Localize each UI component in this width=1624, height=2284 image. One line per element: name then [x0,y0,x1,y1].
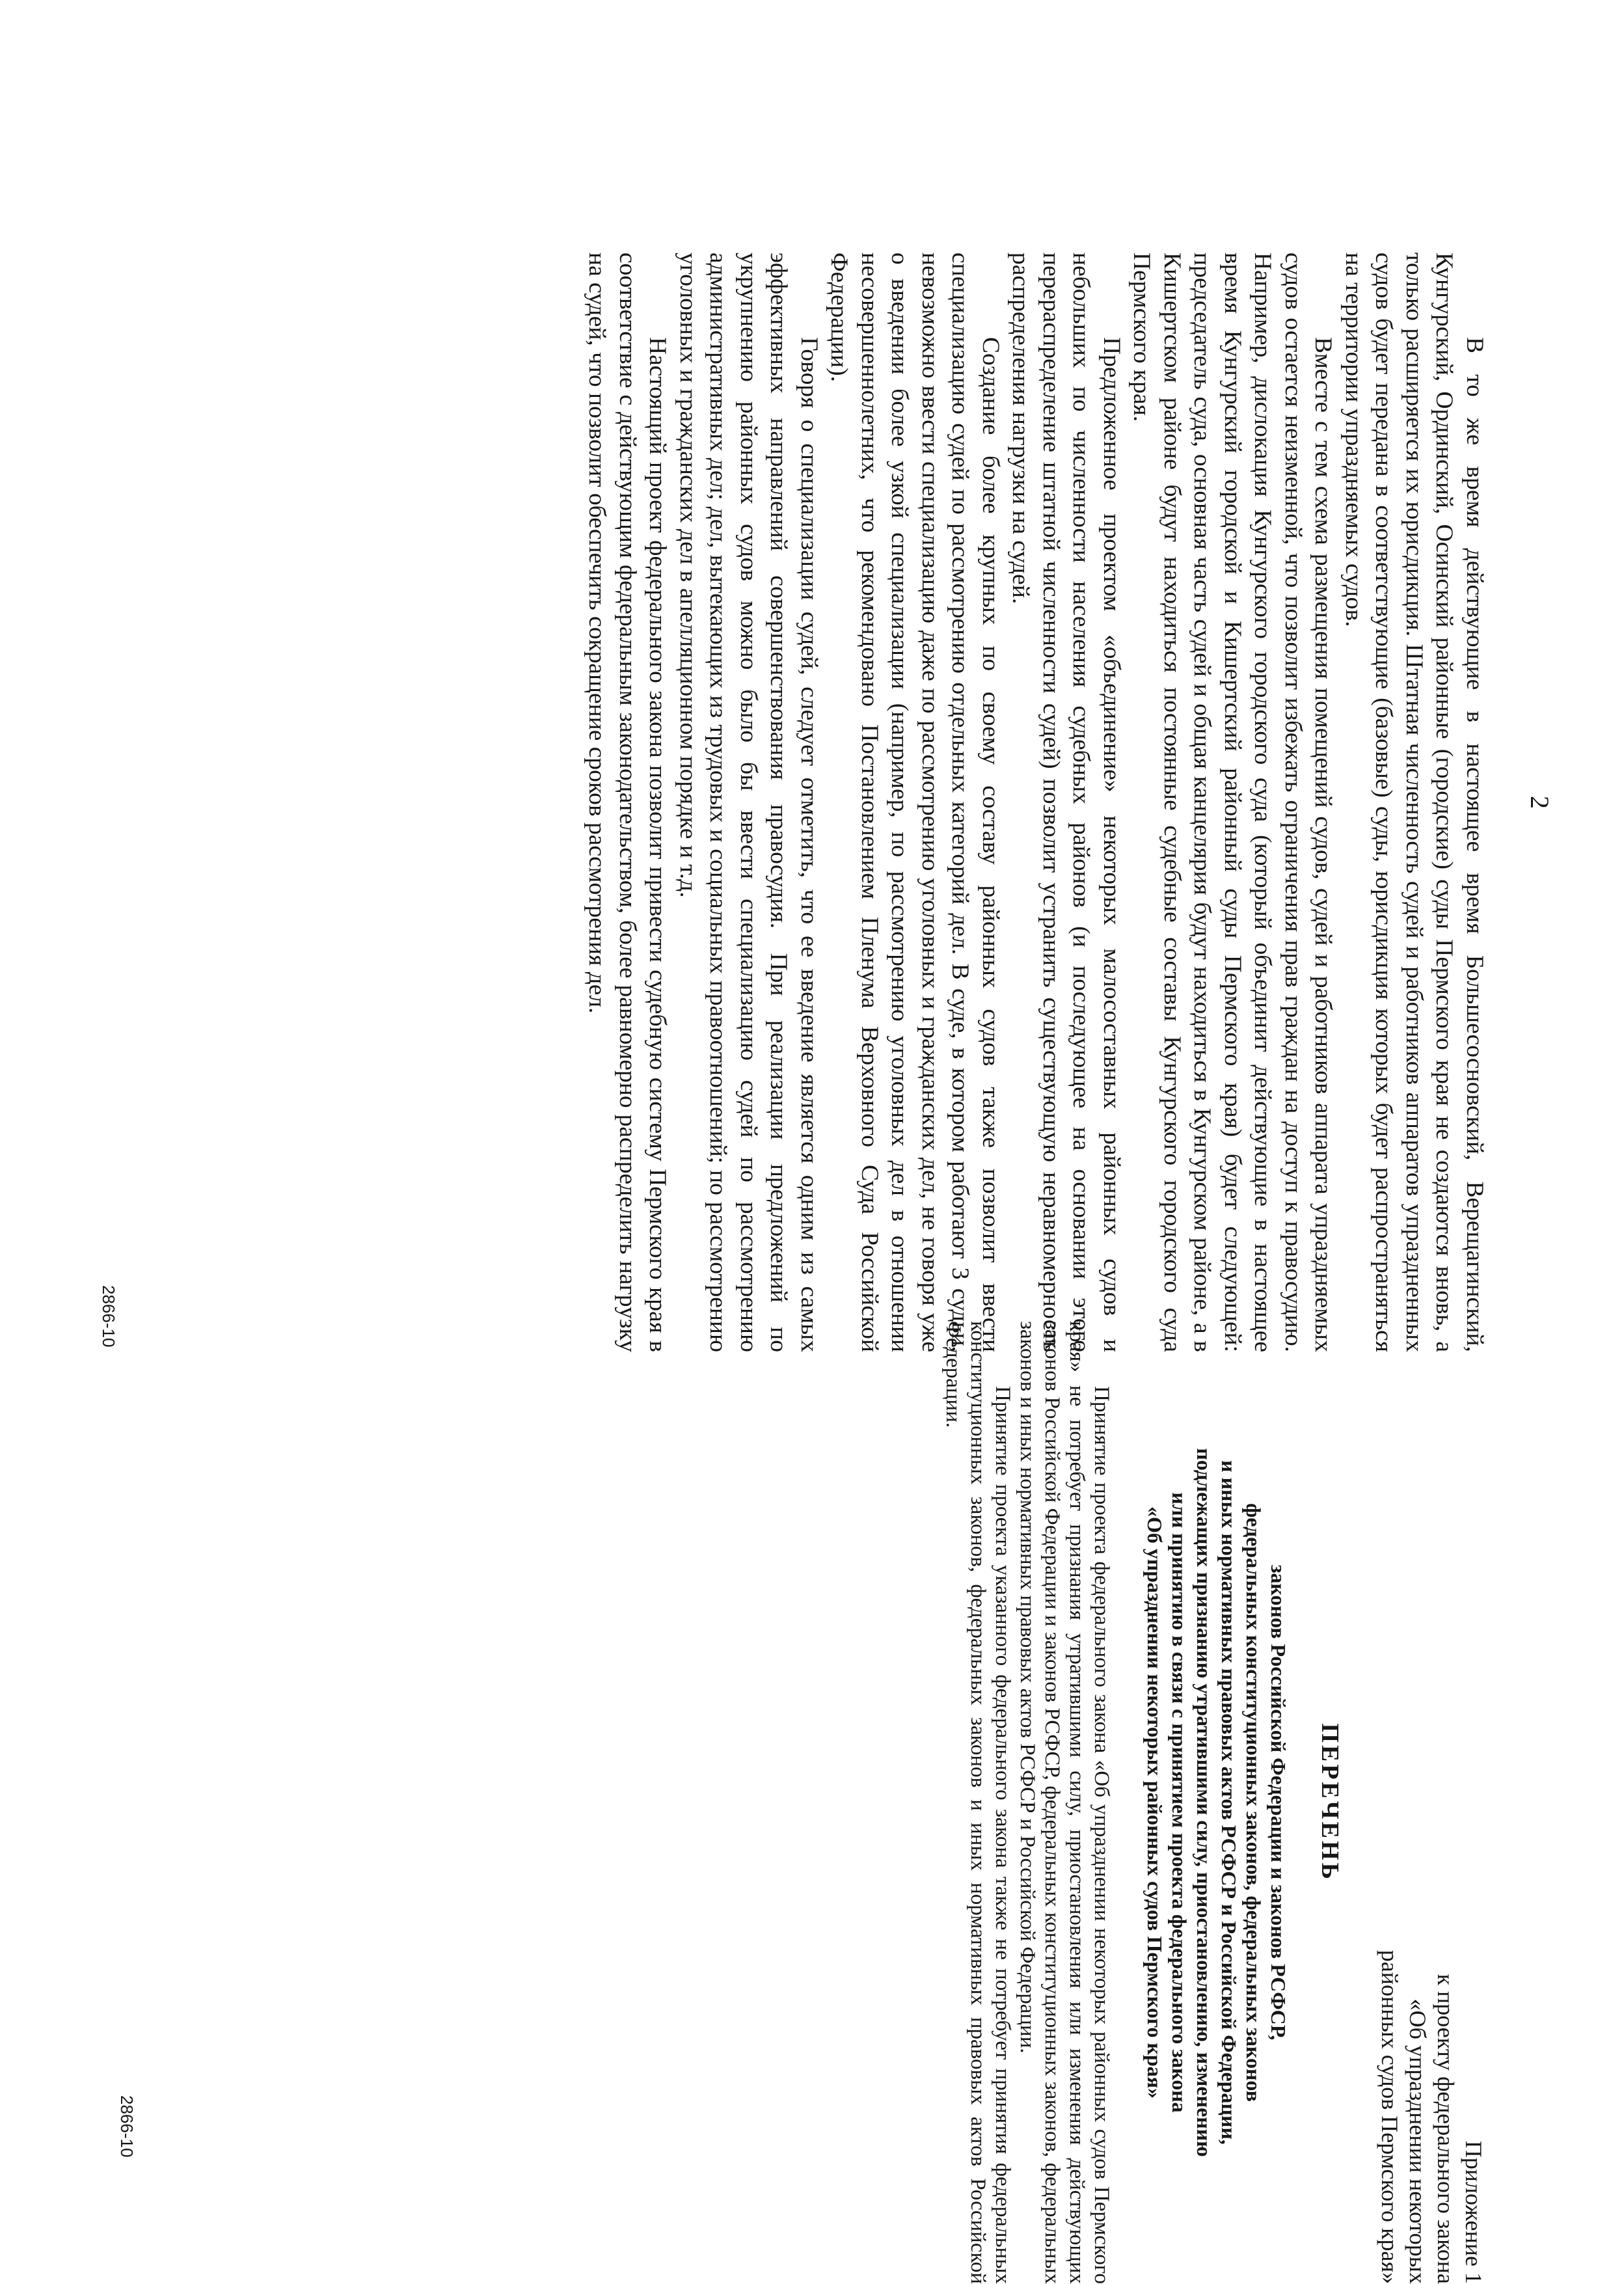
page-two-text [582,252,1489,1352]
appendix-title: ПЕРЕЧЕНЬ [1316,1723,1344,1882]
page-two [371,252,1555,1352]
appendix-header-line: к проекту федерального закона [1433,1974,1459,2284]
subtitle-line: и иных нормативных правовых актов РСФСР и Российской Федерации, [1217,1460,1241,2145]
paragraph: Принятие проекта федерального закона «Об упразднении некоторых районных судов Пермского края» не потребует признания утратившими силу, приостановления или изменения действующих законов Российской Федерации и законов РСФСР, федеральных конституционных законов, федеральных законов и иных нормативных правовых актов РСФСР и Российской Федерации. [1016,1321,1113,2284]
subtitle-line: подлежащих признанию утратившими силу, приостановлению, изменению [1193,1448,1216,2157]
subtitle-line: законов Российской Федерации и законов РСФСР, [1267,1564,1290,2041]
paragraph: Создание более крупных по своему составу районных судов также позволит ввести специализацию судей по рассмотрению отдельных категорий дел. В суде, в котором работают 3 судьи, невозможно ввести специализацию даже по рассмотрению уголовных и гражданских дел, не говоря уже о введении более узкой специализации (например, по рассмотрению уголовных дел в отношении несовершеннолетних, что рекомендовано Постановлением Пленума Верховного Суда Российской Федерации). [826,252,1004,1352]
document-code: 2866-10 [117,2095,137,2158]
appendix-header [1375,1321,1487,2284]
subtitle-line: «Об упразднении некоторых районных судов Пермского края» [1143,1506,1167,2099]
appendix-subtitle [1143,1321,1291,2284]
appendix-page [811,1321,1487,2284]
paragraph: Настоящий проект федерального закона позволит привести судебную систему Пермского края в соответствие с действующим федеральным законодательством, более равномерно распределить нагрузку на судей, что позволит обеспечить сокращение сроков рассмотрения дел. [584,252,671,1352]
document-code: 2866-10 [99,1285,118,1348]
appendix-header-line: районных судов Пермского края» [1377,1950,1403,2284]
paragraph: В то же время действующие в настоящее время Большесосновский, Верещагинский, Кунгурский, Ординский, Осинский районные (городские) суды Пермского края не создаются вновь, а только расширяется их юрисдикция. Штатная численность судей и работников аппаратов упраздненных судов будет передана в соответствующие (базовые) суды, юрисдикция которых будет распространяться на территории упраздняемых судов. [1340,252,1488,1352]
appendix-body [941,1321,1114,2284]
paragraph: Вместе с тем схема размещения помещений судов, судей и работников аппарата упраздняемых судов остается неизменной, что позволит избежать ограничения прав граждан на доступ к правосудию. Например, дислокация Кунгурского городского суда (который объединит действующие в настоящее время Кунгурский городской и Кишертский районный суды Пермского края) будет следующей: председатель суда, основная часть судей и общая канцелярия будут находиться в Кунгурском районе, а в Кишертском районе будут находиться постоянные судебные составы Кунгурского городского суда Пермского края. [1128,252,1337,1352]
paragraph: Принятие проекта указанного федерального закона также не потребует принятия федеральных конституционных законов, федеральных законов и иных нормативных правовых актов Российской Федерации. [941,1321,1014,2284]
paragraph: Говоря о специализации судей, следует отметить, что ее введение является одним из самых эффективных направлений совершенствования правосудия. При реализации предложений по укрупнению районных судов можно было бы ввести специализацию судей по рассмотрению административных дел; дел, вытекающих из трудовых и социальных правоотношений; по рассмотрению уголовных и гражданских дел в апелляционном порядке и т.д. [675,252,822,1352]
paragraph: Предложенное проектом «объединение» некоторых малосоставных районных судов и небольших по численности населения судебных районов (и последующее на основании этого перераспределение штатной численности судей) позволит устранить существующую неравномерность распределения нагрузки на судей. [1007,252,1125,1352]
subtitle-line: или принятию в связи с принятием проекта федерального закона [1168,1492,1191,2113]
page-number: 2 [1525,796,1554,809]
appendix-header-line: «Об упразднении некоторых [1405,1998,1431,2284]
subtitle-line: федеральных конституционных законов, федеральных законов [1242,1503,1265,2102]
appendix-header-line: Приложение 1 [1461,2140,1487,2284]
